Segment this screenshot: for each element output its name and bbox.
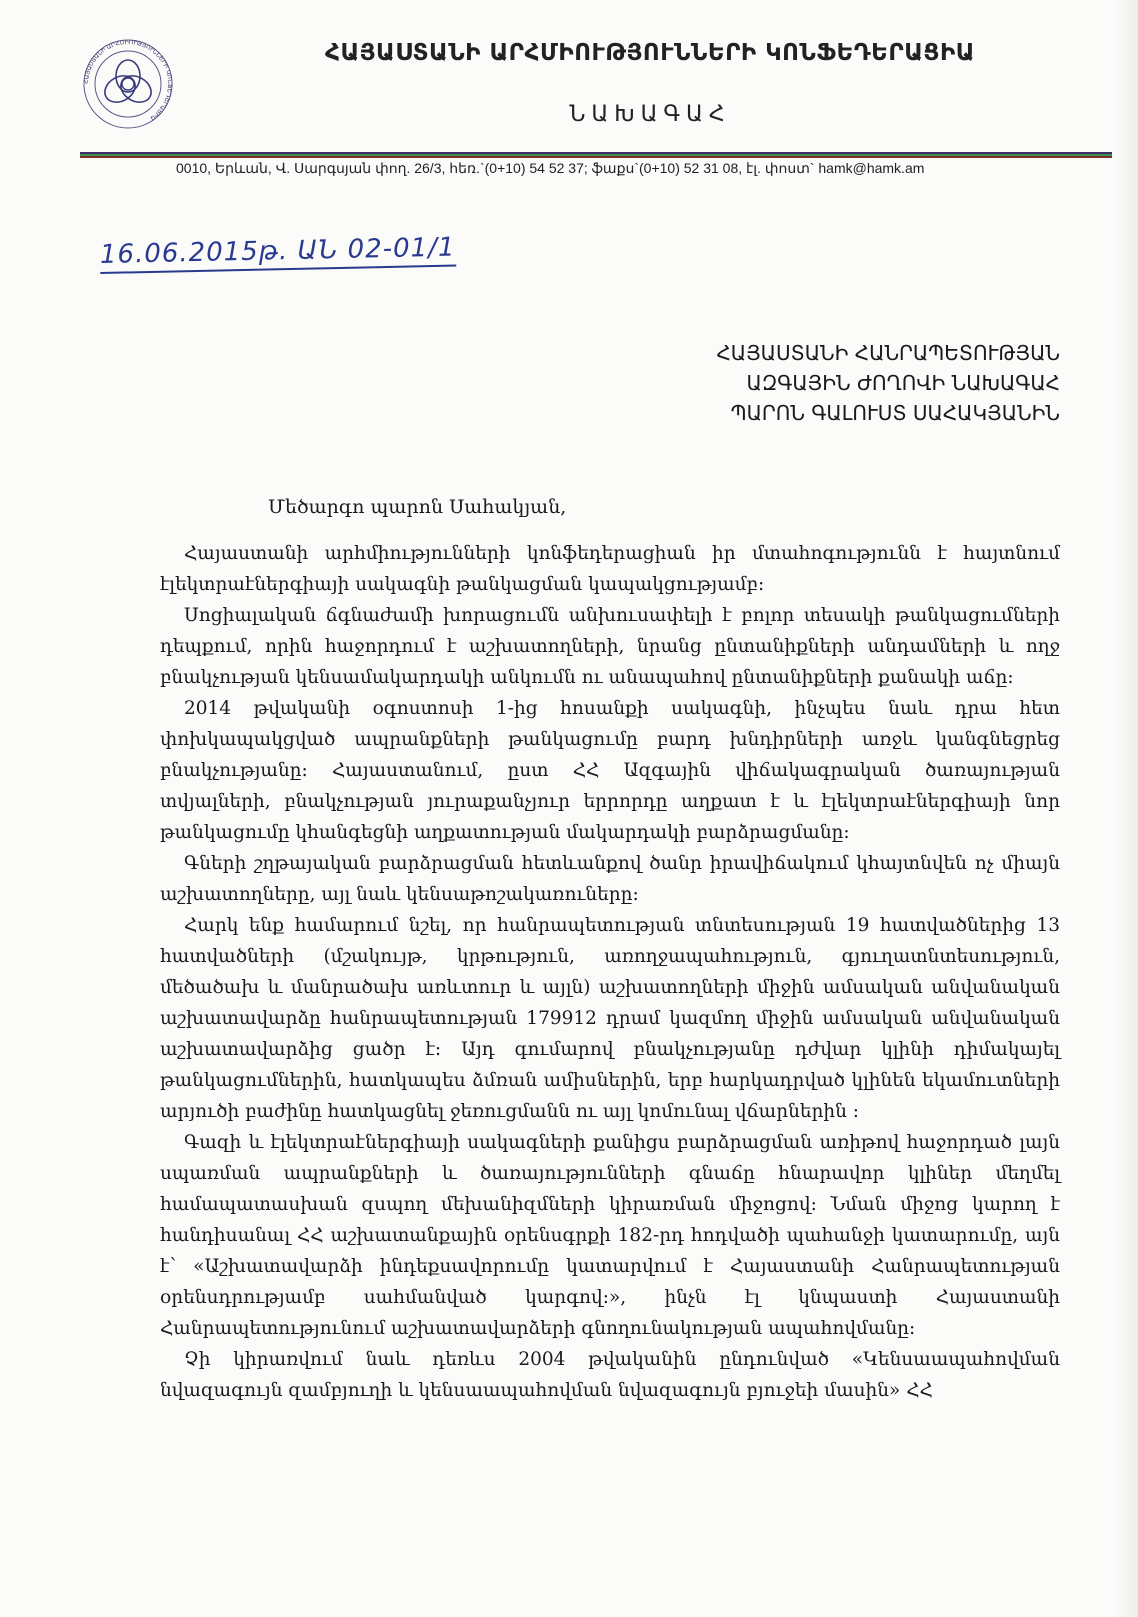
addressee-block xyxy=(520,338,1060,428)
organization-title: ՀԱՅԱՍՏԱՆԻ ԱՐՀՄԻՈՒԹՅՈՒՆՆԵՐԻ ԿՈՆՖԵԴԵՐԱՑԻԱ xyxy=(325,40,975,66)
salutation: Մեծարգո պարոն Սահակյան, xyxy=(268,496,567,518)
letter-body xyxy=(160,538,1060,1406)
logo-emblem-icon xyxy=(80,36,176,132)
addressee-line: ԱԶԳԱՅԻՆ ԺՈՂՈՎԻ ՆԱԽԱԳԱՀ xyxy=(746,371,1060,395)
addressee-line: ՀԱՅԱՍՏԱՆԻ ՀԱՆՐԱՊԵՏՈՒԹՅԱՆ xyxy=(716,341,1060,365)
header-divider xyxy=(80,152,1112,158)
body-paragraph: Սոցիալական ճգնաժամի խորացումն անխուսափելի է բոլոր տեսակի թանկացումների դեպքում, որին հաջորդում է աշխատողների, նրանց ընտանիքների անդամների և ողջ բնակչության կենսամակարդակի անկումն ու անապահով ընտանիքների քանակի աճը: xyxy=(160,605,1060,688)
addressee-line: ՊԱՐՈՆ ԳԱԼՈՒՍՏ ՍԱՀԱԿՅԱՆԻՆ xyxy=(730,401,1060,425)
body-paragraph: Չի կիրառվում նաև դեռևս 2004 թվականին ընդունված «Կենսաապահովման նվազագույն զամբյուղի և կենսաապահովման նվազագույն բյուջեի մասին» ՀՀ xyxy=(160,1349,1060,1401)
body-paragraph: 2014 թվականի օգոստոսի 1-ից հոսանքի սակագնի, ինչպես նաև դրա հետ փոխկապակցված ապրանքների թանկացումը բարդ խնդիրների առջև կանգնեցրեց բնակչությանը: Հայաստանում, ըստ ՀՀ Ազգային վիճակագրական ծառայության տվյալների, բնակչության յուրաքանչյուր երրորդը աղքատ է և էլեկտրաէներգիայի նոր թանկացումը կհանգեցնի աղքատության մակարդակի բարձրացմանը: xyxy=(160,698,1060,843)
organization-subtitle: ՆԱԽԱԳԱՀ xyxy=(569,102,731,127)
registration-number: 16.06.2015թ. ԱՆ 02-01/1 xyxy=(100,233,456,274)
body-paragraph: Գների շղթայական բարձրացման հետևանքով ծանր իրավիճակում կհայտնվեն ոչ միայն աշխատողները, այլ նաև կենսաթոշակառուները: xyxy=(160,853,1060,905)
organization-logo xyxy=(80,36,176,132)
logo-ring-text: ՀԱՅԱՍՏԱՆԻ ԱՐՀՄԻՈՒԹՅՈՒՆՆԵՐԻ ԿՈՆՖԵԴԵՐԱՑԻԱ xyxy=(82,38,174,122)
body-paragraph: Գազի և էլեկտրաէներգիայի սակագների քանիցս բարձրացման առիթով հաջորդած լայն սպառման ապրանքների և ծառայությունների գնաճը հնարավոր կլիներ մեղմել համապատասխան զսպող մեխանիզմների կիրառման միջոցով: Նման միջոց կարող է հանդիսանալ ՀՀ աշխատանքային օրենսգրքի 182-րդ հոդվածի պահանջի կատարումը, այն է՝ «Աշխատավարձի ինդեքսավորումը կատարվում է Հայաստանի Հանրապետության օրենսդրությամբ սահմանված կարգով:», ինչն էլ կնպաստի Հայաստանի Հանրապետությունում աշխատավարձերի գնողունակության ապահովմանը: xyxy=(160,1132,1060,1339)
contact-address: 0010, Երևան, Վ. Սարգսյան փող. 26/3, հեռ.`(0+10) 54 52 37; ֆաքս`(0+10) 52 31 08, էլ. փոստ` hamk@hamk.am xyxy=(176,160,925,176)
body-paragraph: Հայաստանի արհմիությունների կոնֆեդերացիան իր մտահոգությունն է հայտնում էլեկտրաէներգիայի սակագնի թանկացման կապակցությամբ: xyxy=(160,543,1060,595)
body-paragraph: Հարկ ենք համարում նշել, որ հանրապետության տնտեսության 19 հատվածներից 13 հատվածների (մշակույթ, կրթություն, առողջապահություն, գյուղատնտեսություն, մեծածախ և մանրածախ առևտուր և այլն) աշխատողների միջին ամսական անվանական աշխատավարձը հանրապետության 179912 դրամ կազմող միջին ամսական անվանական աշխատավարձից ցածր է: Այդ գումարով բնակչությանը դժվար կլինի դիմակայել թանկացումներին, հատկապես ձմռան ամիսներին, երբ հարկադրված կլինեն եկամուտների արյուծի բաժինը հատկացնել ջեռուցմանն ու այլ կոմունալ վճարներին : xyxy=(160,915,1060,1122)
scan-edge-shadow xyxy=(1116,0,1138,1617)
